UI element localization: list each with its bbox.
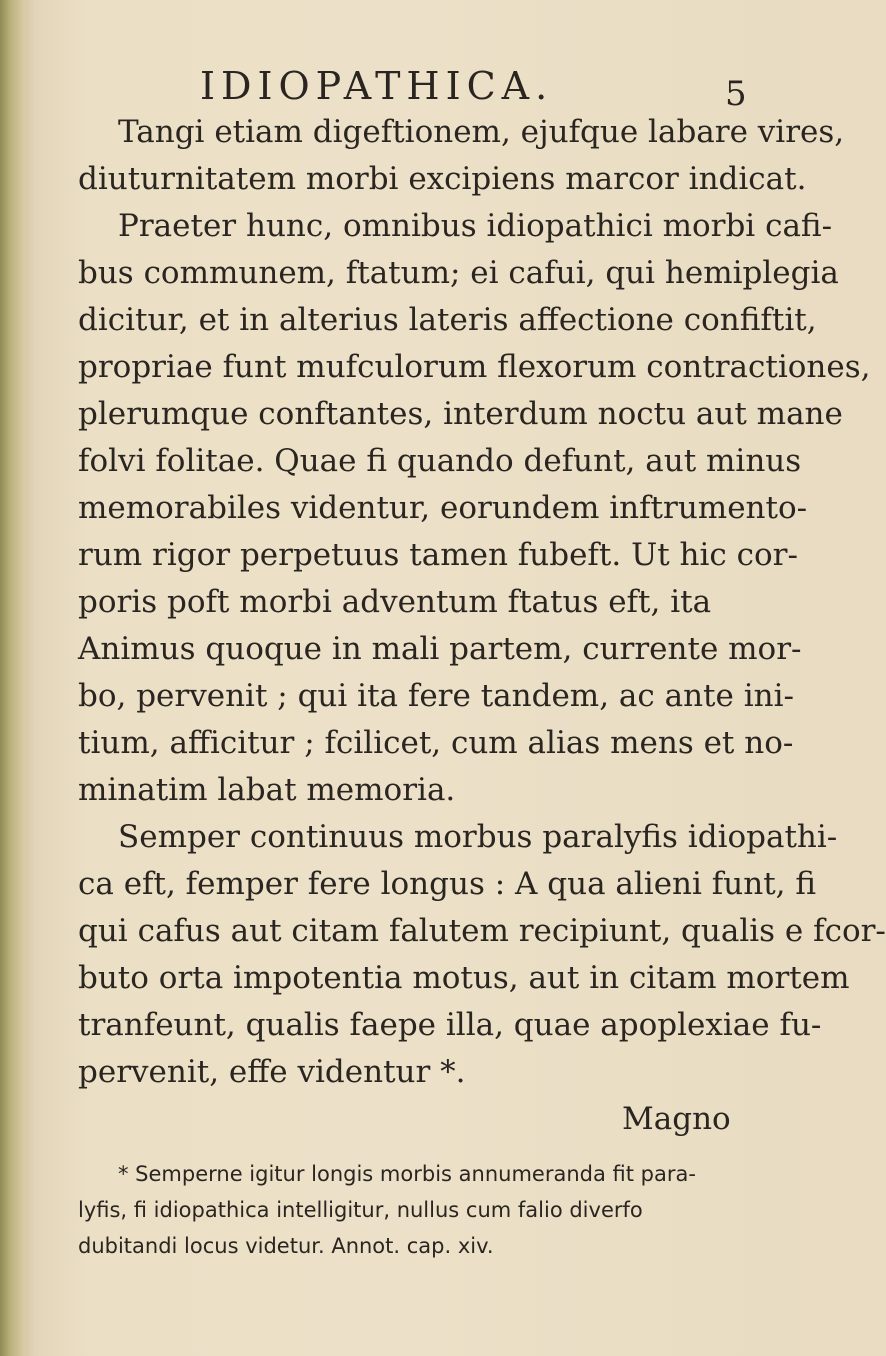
text-line: minatim labat memoria. xyxy=(78,772,456,808)
page-number: 5 xyxy=(725,74,747,114)
text-line: memorabiles videntur, eorundem inftrumento- xyxy=(78,490,808,526)
text-line: diuturnitatem morbi excipiens marcor indicat. xyxy=(78,161,807,197)
text-line: ca eft, femper fere longus : A qua alieni funt, fi xyxy=(78,866,817,902)
text-line: Animus quoque in mali partem, currente mor- xyxy=(78,631,802,667)
book-spine-edge xyxy=(0,0,34,1356)
text-line: dicitur, et in alterius lateris affectione confiftit, xyxy=(78,302,817,338)
page-header xyxy=(0,64,800,114)
text-line: folvi folitae. Quae fi quando defunt, aut minus xyxy=(78,443,802,479)
text-line: pervenit, effe videntur *. xyxy=(78,1054,466,1090)
text-line: bus communem, ftatum; ei cafui, qui hemiplegia xyxy=(78,255,839,291)
text-line: propriae funt mufculorum flexorum contractiones, xyxy=(78,349,871,385)
footnote-line: * Semperne igitur longis morbis annumeranda fit para- xyxy=(118,1162,696,1186)
footnote-line: dubitandi locus videtur. Annot. cap. xiv. xyxy=(78,1234,494,1258)
text-line: plerumque conftantes, interdum noctu aut mane xyxy=(78,396,843,432)
text-line: rum rigor perpetuus tamen fubeft. Ut hic cor- xyxy=(78,537,798,573)
text-line: Semper continuus morbus paralyfis idiopathi- xyxy=(118,819,838,855)
text-line: bo, pervenit ; qui ita fere tandem, ac ante ini- xyxy=(78,678,794,714)
text-line: Praeter hunc, omnibus idiopathici morbi cafi- xyxy=(118,208,833,244)
running-title: IDIOPATHICA. xyxy=(200,64,554,108)
text-line: buto orta impotentia motus, aut in citam mortem xyxy=(78,960,850,996)
text-line: Tangi etiam digeftionem, ejufque labare vires, xyxy=(118,114,845,150)
text-line: tranfeunt, qualis faepe illa, quae apoplexiae fu- xyxy=(78,1007,822,1043)
text-line: tium, afficitur ; fcilicet, cum alias mens et no- xyxy=(78,725,794,761)
footnote-line: lyfis, fi idiopathica intelligitur, nullus cum falio diverfo xyxy=(78,1198,643,1222)
text-line: qui cafus aut citam falutem recipiunt, qualis e fcor- xyxy=(78,913,886,949)
text-line: poris poft morbi adventum ftatus eft, ita xyxy=(78,584,712,620)
catchword: Magno xyxy=(622,1101,731,1137)
